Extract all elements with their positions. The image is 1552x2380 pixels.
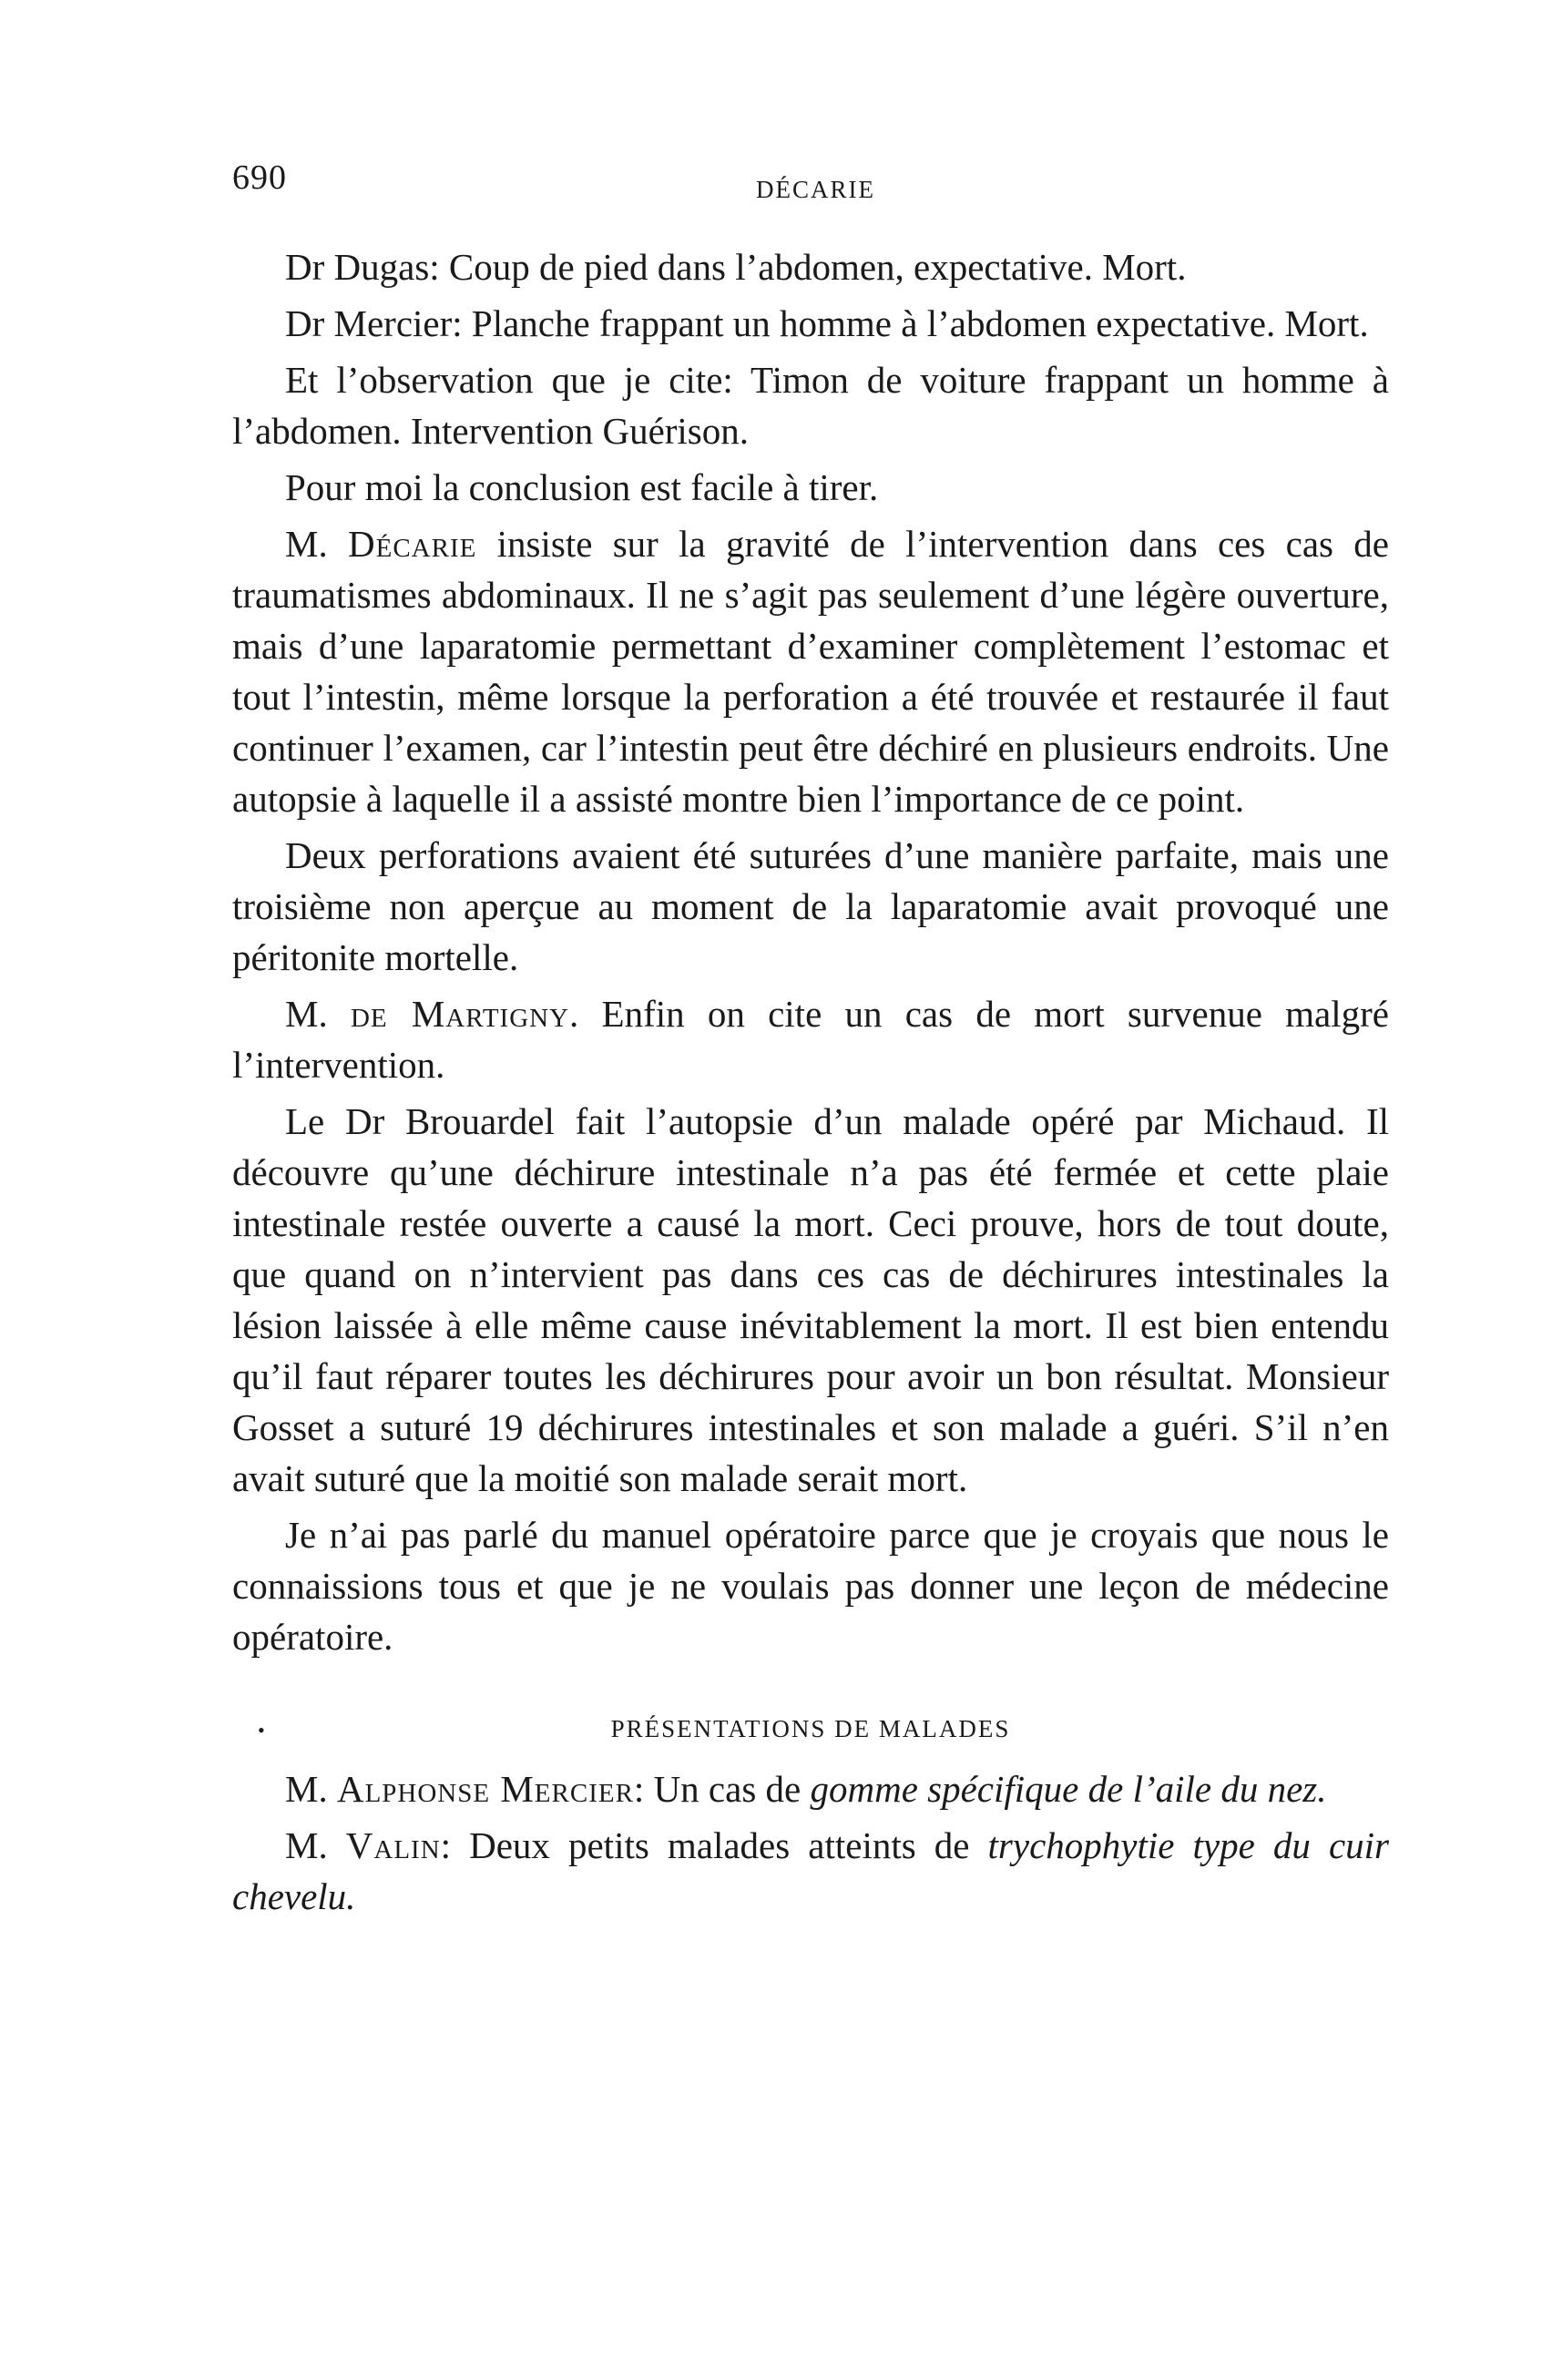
speaker-prefix: M. [285,1768,337,1810]
page-header [232,150,1389,205]
paragraph-perforations: Deux perforations avaient été suturées d’une manière parfaite, mais une troisième non aperçue au moment de la laparatomie avait provoqué une péritonite mortelle. [232,834,1389,978]
speaker-name: de Martigny [350,993,570,1035]
running-head: DÉCARIE [756,176,875,203]
speaker-name: Alphonse Mercier [336,1768,634,1810]
speaker-prefix: M. [285,1824,346,1866]
paragraph-mercier: Dr Mercier: Planche frappant un homme à l’abdomen expectative. Mort. [285,302,1369,344]
presentation-valin [232,1820,1389,1922]
presentation-italic: trychophytie type du cuir chevelu. [232,1824,1389,1917]
bullet-mark: • [258,1719,267,1742]
paragraph-text: . Enfin on cite un cas de mort survenue malgré l’intervention. [232,993,1389,1086]
paragraph-text: insiste sur la gravité de l’intervention dans ces cas de traumatismes abdominaux. Il ne s’agit pas seulement d’une légère ouverture, mais d’une laparatomie permettant d’examiner complètement l’estomac et tout l’intestin, même lorsque la perforation a été trouvée et restaurée il faut continuer l’examen, car l’intestin peut être déchiré en plusieurs endroits. Une autopsie à laquelle il a assisté montre bien l’importance de ce point. [232,523,1389,820]
presentation-italic: gomme spécifique de l’aile du nez. [810,1768,1327,1810]
speaker-prefix: M. [285,523,348,565]
paragraph-martigny [232,988,1389,1090]
paragraph-manuel: Je n’ai pas parlé du manuel opératoire parce que je croyais que nous le connaissions tous et que je ne voulais pas donner une leçon de médecine opératoire. [232,1514,1389,1658]
paragraph-brouardel: Le Dr Brouardel fait l’autopsie d’un malade opéré par Michaud. Il découvre qu’une déchirure intestinale n’a pas été fermée et cette plaie intestinale restée ouverte a causé la mort. Ceci prouve, hors de tout doute, que quand on n’intervient pas dans ces cas de déchirures intestinales la lésion laissée à elle même cause inévitablement la mort. Il est bien entendu qu’il faut réparer toutes les déchirures pour avoir un bon résultat. Monsieur Gosset a suturé 19 déchirures intestinales et son malade a guéri. S’il n’en avait suturé que la moitié son malade serait mort. [232,1100,1389,1499]
presentation-text: : Deux petits malades atteints de [440,1824,988,1866]
speaker-name: Décarie [348,523,477,565]
speaker-name: Valin [345,1824,441,1866]
speaker-prefix: M. [285,993,351,1035]
paragraph-dugas: Dr Dugas: Coup de pied dans l’abdomen, expectative. Mort. [285,246,1187,288]
section-title [232,1715,1389,1743]
page-content [232,150,1389,1927]
page-number: 690 [232,158,287,197]
presentation-text: : Un cas de [633,1768,811,1810]
paragraph-conclusion: Pour moi la conclusion est facile à tirer. [285,466,879,508]
section-title-text: PRÉSENTATIONS DE MALADES [610,1715,1011,1742]
presentation-mercier [232,1763,1389,1814]
paragraph-observation: Et l’observation que je cite: Timon de voiture frappant un homme à l’abdomen. Intervention Guérison. [232,359,1389,452]
paragraph-decarie [232,518,1389,824]
